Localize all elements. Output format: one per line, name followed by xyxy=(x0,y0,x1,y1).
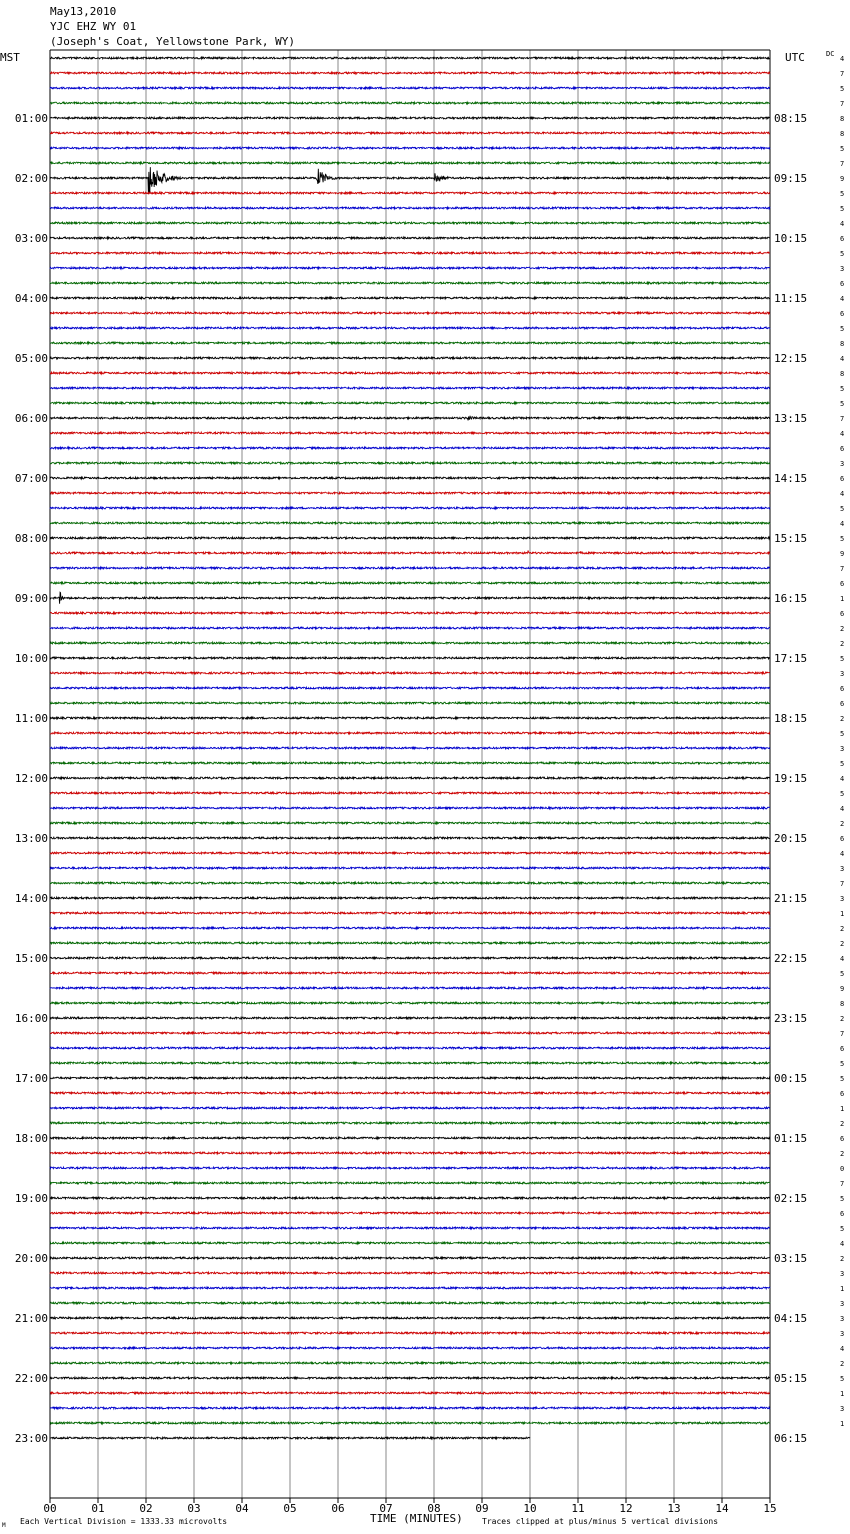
dc-offset-label: 7 xyxy=(840,160,845,168)
trace-line-17 xyxy=(50,312,770,314)
trace-line-79 xyxy=(50,1242,770,1244)
dc-offset-label: 3 xyxy=(840,1315,845,1323)
dc-offset-label: 3 xyxy=(840,745,845,753)
dc-offset-label: 5 xyxy=(840,790,845,798)
trace-line-90 xyxy=(50,1407,770,1409)
left-timezone-label: MST xyxy=(0,51,20,64)
trace-line-70 xyxy=(50,1107,770,1109)
dc-offset-label: 7 xyxy=(840,880,845,888)
trace-line-43 xyxy=(50,702,770,704)
trace-line-76 xyxy=(50,1197,770,1199)
trace-line-27 xyxy=(50,462,770,464)
dc-offset-label: 5 xyxy=(840,250,845,258)
dc-offset-label: 4 xyxy=(840,1240,845,1248)
dc-offset-label: 7 xyxy=(840,100,845,108)
dc-offset-label: 1 xyxy=(840,595,845,603)
dc-offset-label: 4 xyxy=(840,220,845,228)
dc-offset-label: 2 xyxy=(840,1360,845,1368)
trace-line-16 xyxy=(50,297,770,299)
dc-offset-label: 6 xyxy=(840,685,845,693)
x-tick-label-09: 09 xyxy=(475,1502,489,1515)
trace-line-30 xyxy=(50,507,770,509)
left-hour-label: 21:00 xyxy=(14,1312,48,1325)
trace-line-65 xyxy=(50,1032,770,1034)
trace-line-40 xyxy=(50,657,770,659)
dc-offset-label: 5 xyxy=(840,385,845,393)
right-hour-label: 16:15 xyxy=(774,592,808,605)
dc-offset-label: 3 xyxy=(840,1330,845,1338)
x-tick-label-06: 06 xyxy=(331,1502,345,1515)
right-hour-label: 22:15 xyxy=(774,952,808,965)
trace-line-67 xyxy=(50,1062,770,1064)
trace-line-19 xyxy=(50,342,770,344)
dc-offset-label: 8 xyxy=(840,115,845,123)
dc-offset-label: 5 xyxy=(840,205,845,213)
trace-line-12 xyxy=(50,237,770,239)
trace-line-9 xyxy=(50,192,770,194)
trace-line-77 xyxy=(50,1212,770,1214)
trace-line-7 xyxy=(50,162,770,164)
trace-line-3 xyxy=(50,102,770,104)
dc-offset-label: 3 xyxy=(840,1405,845,1413)
x-tick-label-03: 03 xyxy=(187,1502,201,1515)
trace-line-72 xyxy=(50,1137,770,1139)
dc-offset-label: 2 xyxy=(840,1150,845,1158)
dc-offset-label: 3 xyxy=(840,265,845,273)
dc-offset-label: 7 xyxy=(840,565,845,573)
dc-offset-label: 4 xyxy=(840,1345,845,1353)
trace-line-0 xyxy=(50,57,770,59)
left-hour-label: 13:00 xyxy=(14,832,48,845)
dc-offset-label: 3 xyxy=(840,670,845,678)
trace-lines xyxy=(50,57,770,1439)
trace-line-83 xyxy=(50,1302,770,1304)
dc-offset-label: 0 xyxy=(840,1165,845,1173)
trace-line-62 xyxy=(50,987,770,989)
left-hour-label: 16:00 xyxy=(14,1012,48,1025)
dc-offset-label: 9 xyxy=(840,550,845,558)
dc-offset-label: 1 xyxy=(840,1390,845,1398)
right-hour-label: 18:15 xyxy=(774,712,808,725)
left-hour-label: 06:00 xyxy=(14,412,48,425)
dc-offset-label: 3 xyxy=(840,865,845,873)
dc-offset-label: 5 xyxy=(840,1225,845,1233)
dc-offset-label: 6 xyxy=(840,1135,845,1143)
left-hour-label: 01:00 xyxy=(14,112,48,125)
trace-line-49 xyxy=(50,792,770,794)
dc-offset-label: 1 xyxy=(840,1285,845,1293)
dc-offset-label: 5 xyxy=(840,1060,845,1068)
trace-line-32 xyxy=(50,537,770,539)
dc-offset-label: 6 xyxy=(840,610,845,618)
trace-line-22 xyxy=(50,387,770,389)
trace-line-20 xyxy=(50,357,770,359)
left-hour-label: 08:00 xyxy=(14,532,48,545)
trace-line-10 xyxy=(50,207,770,209)
trace-line-11 xyxy=(50,222,770,224)
trace-line-31 xyxy=(50,522,770,524)
x-tick-label-05: 05 xyxy=(283,1502,297,1515)
trace-line-53 xyxy=(50,852,770,854)
x-tick-label-12: 12 xyxy=(619,1502,633,1515)
trace-line-18 xyxy=(50,327,770,329)
right-hour-label: 21:15 xyxy=(774,892,808,905)
dc-offset-label: 3 xyxy=(840,1270,845,1278)
dc-offset-label: 9 xyxy=(840,985,845,993)
right-hour-label: 12:15 xyxy=(774,352,808,365)
dc-offset-label: 6 xyxy=(840,280,845,288)
right-hour-label: 04:15 xyxy=(774,1312,808,1325)
dc-offset-label: 2 xyxy=(840,1015,845,1023)
dc-offset-label: 7 xyxy=(840,1180,845,1188)
dc-offset-label: 8 xyxy=(840,370,845,378)
dc-offset-label: 7 xyxy=(840,415,845,423)
x-tick-label-00: 00 xyxy=(43,1502,57,1515)
trace-line-89 xyxy=(50,1392,770,1394)
left-hour-label: 12:00 xyxy=(14,772,48,785)
trace-line-88 xyxy=(50,1377,770,1379)
trace-line-54 xyxy=(50,867,770,869)
x-tick-label-08: 08 xyxy=(427,1502,441,1515)
dc-offset-label: 2 xyxy=(840,925,845,933)
left-hour-label: 04:00 xyxy=(14,292,48,305)
dc-offset-label: 4 xyxy=(840,850,845,858)
trace-line-60 xyxy=(50,957,770,959)
left-hour-labels xyxy=(15,112,48,1445)
trace-line-73 xyxy=(50,1152,770,1154)
trace-line-59 xyxy=(50,942,770,944)
left-hour-label: 19:00 xyxy=(14,1192,48,1205)
left-hour-label: 17:00 xyxy=(14,1072,48,1085)
trace-line-8 xyxy=(50,167,770,194)
trace-line-46 xyxy=(50,747,770,749)
left-hour-label: 11:00 xyxy=(14,712,48,725)
dc-offset-label: 5 xyxy=(840,85,845,93)
dc-offset-label: 4 xyxy=(840,430,845,438)
trace-line-29 xyxy=(50,492,770,494)
dc-offset-label: 7 xyxy=(840,1030,845,1038)
trace-line-50 xyxy=(50,807,770,809)
trace-line-87 xyxy=(50,1362,770,1364)
trace-line-66 xyxy=(50,1047,770,1049)
left-hour-label: 18:00 xyxy=(14,1132,48,1145)
scale-note: Each Vertical Division = 1333.33 microvolts xyxy=(20,1517,228,1526)
trace-line-52 xyxy=(50,837,770,839)
dc-offset-label: 5 xyxy=(840,505,845,513)
trace-line-2 xyxy=(50,87,770,89)
dc-offset-label: 5 xyxy=(840,400,845,408)
trace-line-86 xyxy=(50,1347,770,1349)
x-tick-label-15: 15 xyxy=(763,1502,777,1515)
x-tick-label-14: 14 xyxy=(715,1502,729,1515)
right-hour-label: 19:15 xyxy=(774,772,808,785)
trace-line-1 xyxy=(50,72,770,74)
dc-offset-label: 3 xyxy=(840,460,845,468)
right-timezone-label: UTC xyxy=(785,51,805,64)
dc-header-label: DC xyxy=(826,50,835,58)
trace-line-57 xyxy=(50,912,770,914)
right-hour-labels xyxy=(774,112,807,1445)
x-axis-label: TIME (MINUTES) xyxy=(370,1512,463,1525)
trace-line-74 xyxy=(50,1167,770,1169)
right-hour-label: 02:15 xyxy=(774,1192,808,1205)
x-tick-label-10: 10 xyxy=(523,1502,537,1515)
trace-line-69 xyxy=(50,1092,770,1094)
dc-offset-label: 6 xyxy=(840,310,845,318)
trace-line-25 xyxy=(50,432,770,434)
trace-line-84 xyxy=(50,1317,770,1319)
dc-offset-label: 2 xyxy=(840,940,845,948)
header-date: May13,2010 xyxy=(50,5,117,18)
trace-line-56 xyxy=(50,897,770,899)
dc-offset-label: 5 xyxy=(840,1075,845,1083)
dc-offset-label: 4 xyxy=(840,955,845,963)
dc-offset-label: 6 xyxy=(840,1090,845,1098)
dc-offset-label: 6 xyxy=(840,475,845,483)
trace-line-42 xyxy=(50,687,770,689)
trace-line-28 xyxy=(50,477,770,479)
dc-offset-label: 7 xyxy=(840,70,845,78)
right-hour-label: 09:15 xyxy=(774,172,808,185)
trace-line-36 xyxy=(50,592,770,604)
trace-line-91 xyxy=(50,1422,770,1424)
dc-offset-label: 1 xyxy=(840,910,845,918)
x-tick-label-13: 13 xyxy=(667,1502,681,1515)
dc-offset-label: 2 xyxy=(840,715,845,723)
dc-offset-label: 5 xyxy=(840,1375,845,1383)
left-hour-label: 20:00 xyxy=(14,1252,48,1265)
dc-offset-label: 1 xyxy=(840,1105,845,1113)
trace-line-5 xyxy=(50,132,770,134)
x-tick-label-04: 04 xyxy=(235,1502,249,1515)
dc-offset-label: 5 xyxy=(840,655,845,663)
dc-offset-label: 3 xyxy=(840,895,845,903)
dc-offset-label: 8 xyxy=(840,1000,845,1008)
left-hour-label: 07:00 xyxy=(14,472,48,485)
trace-line-37 xyxy=(50,612,770,614)
dc-offset-label: 4 xyxy=(840,295,845,303)
right-hour-label: 23:15 xyxy=(774,1012,808,1025)
right-hour-label: 05:15 xyxy=(774,1372,808,1385)
dc-offset-label: 5 xyxy=(840,535,845,543)
dc-offset-label: 8 xyxy=(840,130,845,138)
right-hour-label: 08:15 xyxy=(774,112,808,125)
left-hour-label: 14:00 xyxy=(14,892,48,905)
right-hour-label: 17:15 xyxy=(774,652,808,665)
dc-offset-label: 4 xyxy=(840,775,845,783)
dc-offset-label: 6 xyxy=(840,1210,845,1218)
trace-line-24 xyxy=(50,416,770,421)
trace-line-75 xyxy=(50,1182,770,1184)
trace-line-78 xyxy=(50,1227,770,1229)
trace-line-26 xyxy=(50,447,770,449)
dc-offset-label: 5 xyxy=(840,145,845,153)
right-hour-label: 11:15 xyxy=(774,292,808,305)
dc-offset-label: 6 xyxy=(840,580,845,588)
right-hour-label: 14:15 xyxy=(774,472,808,485)
dc-offset-label: 6 xyxy=(840,1045,845,1053)
trace-line-14 xyxy=(50,267,770,269)
right-hour-label: 10:15 xyxy=(774,232,808,245)
trace-line-64 xyxy=(50,1017,770,1019)
dc-offset-label: 6 xyxy=(840,445,845,453)
left-hour-label: 22:00 xyxy=(14,1372,48,1385)
dc-offset-label: 5 xyxy=(840,970,845,978)
trace-line-85 xyxy=(50,1332,770,1334)
dc-offset-label: 5 xyxy=(840,760,845,768)
dc-offset-label: 4 xyxy=(840,355,845,363)
left-hour-label: 10:00 xyxy=(14,652,48,665)
trace-line-38 xyxy=(50,627,770,629)
x-tick-label-11: 11 xyxy=(571,1502,585,1515)
dc-offset-label: 6 xyxy=(840,835,845,843)
trace-line-82 xyxy=(50,1287,770,1289)
trace-line-13 xyxy=(50,252,770,254)
dc-offset-label: 5 xyxy=(840,730,845,738)
trace-line-15 xyxy=(50,282,770,284)
dc-offset-label: 4 xyxy=(840,55,845,63)
left-hour-label: 15:00 xyxy=(14,952,48,965)
header-station: YJC EHZ WY 01 xyxy=(50,20,137,33)
trace-line-44 xyxy=(50,717,770,719)
trace-line-58 xyxy=(50,927,770,929)
dc-offset-label: 5 xyxy=(840,190,845,198)
trace-line-34 xyxy=(50,567,770,569)
trace-line-51 xyxy=(50,822,770,824)
footer-glyph: M xyxy=(2,1522,6,1529)
trace-line-55 xyxy=(50,882,770,884)
dc-offset-label: 1 xyxy=(840,1420,845,1428)
dc-offset-label: 2 xyxy=(840,1120,845,1128)
trace-line-71 xyxy=(50,1122,770,1124)
dc-offset-label: 9 xyxy=(840,175,845,183)
left-hour-label: 02:00 xyxy=(14,172,48,185)
right-hour-label: 20:15 xyxy=(774,832,808,845)
dc-offset-label: 8 xyxy=(840,340,845,348)
trace-line-45 xyxy=(50,732,770,734)
right-hour-label: 00:15 xyxy=(774,1072,808,1085)
x-tick-label-07: 07 xyxy=(379,1502,393,1515)
dc-offset-label: 2 xyxy=(840,625,845,633)
clip-note: Traces clipped at plus/minus 5 vertical divisions xyxy=(482,1517,719,1526)
x-tick-label-02: 02 xyxy=(139,1502,153,1515)
x-tick-label-01: 01 xyxy=(91,1502,105,1515)
trace-line-61 xyxy=(50,972,770,974)
right-hour-label: 01:15 xyxy=(774,1132,808,1145)
left-hour-label: 05:00 xyxy=(14,352,48,365)
right-hour-label: 06:15 xyxy=(774,1432,808,1445)
dc-offset-label: 2 xyxy=(840,1255,845,1263)
trace-line-6 xyxy=(50,147,770,149)
trace-line-68 xyxy=(50,1077,770,1079)
dc-offset-label: 6 xyxy=(840,235,845,243)
trace-line-81 xyxy=(50,1272,770,1274)
trace-line-39 xyxy=(50,642,770,644)
trace-line-23 xyxy=(50,402,770,404)
trace-line-41 xyxy=(50,672,770,674)
dc-offset-label: 4 xyxy=(840,805,845,813)
left-hour-label: 03:00 xyxy=(14,232,48,245)
trace-line-63 xyxy=(50,1002,770,1004)
trace-line-47 xyxy=(50,762,770,764)
trace-line-35 xyxy=(50,582,770,584)
trace-line-4 xyxy=(50,117,770,119)
dc-offset-label: 2 xyxy=(840,640,845,648)
header-location: (Joseph's Coat, Yellowstone Park, WY) xyxy=(50,35,296,48)
dc-offset-label: 6 xyxy=(840,700,845,708)
dc-offset-label: 5 xyxy=(840,1195,845,1203)
dc-offset-label: 2 xyxy=(840,820,845,828)
dc-offset-label: 4 xyxy=(840,490,845,498)
right-hour-label: 15:15 xyxy=(774,532,808,545)
right-hour-label: 03:15 xyxy=(774,1252,808,1265)
trace-line-48 xyxy=(50,777,770,779)
dc-offset-label: 5 xyxy=(840,325,845,333)
dc-offset-label: 4 xyxy=(840,520,845,528)
trace-line-33 xyxy=(50,550,770,554)
left-hour-label: 23:00 xyxy=(14,1432,48,1445)
trace-line-21 xyxy=(50,372,770,374)
trace-line-80 xyxy=(50,1257,770,1259)
dc-offset-label: 3 xyxy=(840,1300,845,1308)
left-hour-label: 09:00 xyxy=(14,592,48,605)
right-hour-label: 13:15 xyxy=(774,412,808,425)
dc-offset-labels xyxy=(840,55,844,1428)
